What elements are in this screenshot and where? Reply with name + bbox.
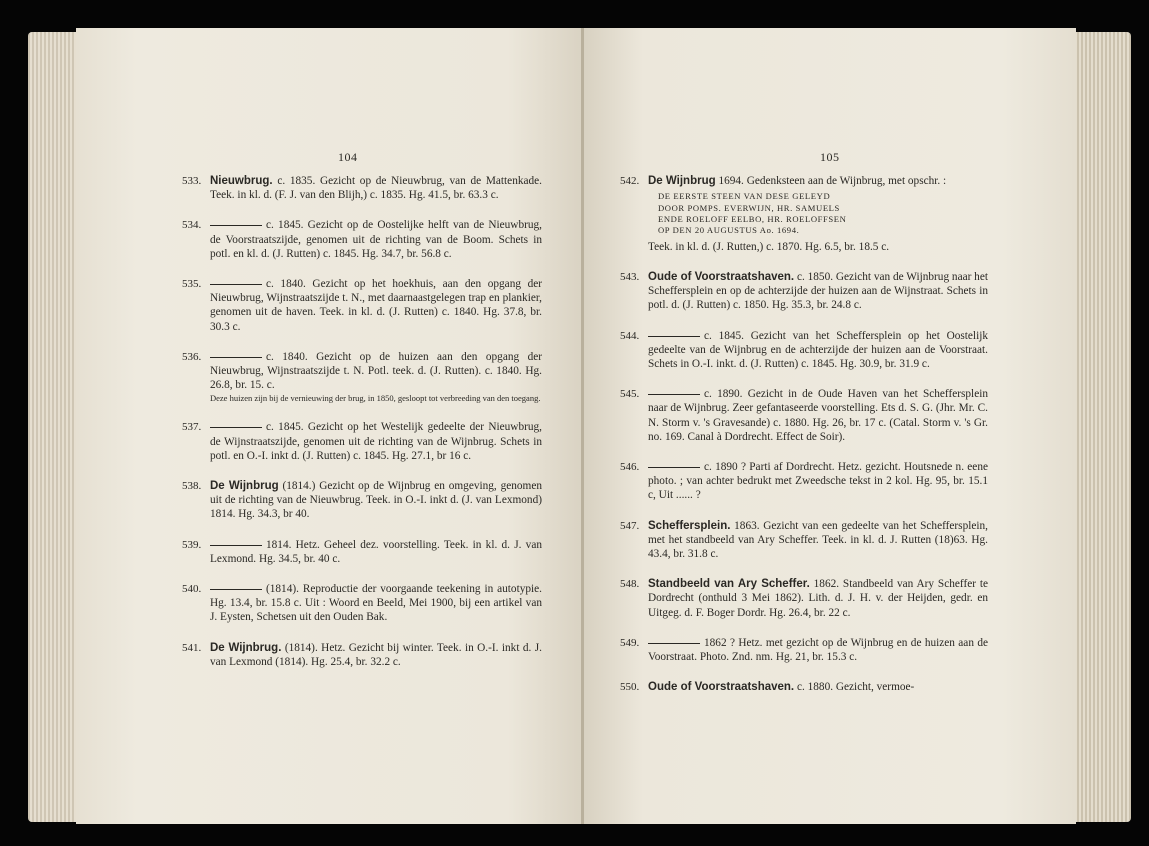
catalog-entry (620, 174, 988, 254)
catalog-entry (620, 460, 988, 503)
entry-number: 543. (620, 271, 640, 284)
catalog-entry (182, 479, 542, 522)
entry-text: (1814). Hetz. Gezicht bij winter. Teek. in O.-I. inkt d. J. van Lexmond (1814). Hg. 25.4, br. 32.2 c. (210, 641, 542, 668)
ditto-dash (210, 589, 262, 590)
entry-heading: Oude of Voorstraatshaven. (648, 681, 795, 694)
entry-text: c. 1845. Gezicht van het Scheffersplein op het Oostelijk gedeelte van de Wijnbrug en de achterzijde der huizen aan de Voorstraat. Schets in O.-I. inkt. d. (J. Rutten) c. 1845. Hg. 30.9, br. 31.9 c. (648, 329, 988, 371)
catalog-entry (182, 277, 542, 334)
entry-number: 535. (182, 278, 202, 291)
catalog-entry (182, 641, 542, 669)
catalog-entry (182, 350, 542, 405)
entry-text: c. 1840. Gezicht op de huizen aan den opgang der Nieuwbrug, Wijnstraatszijde t. N. Potl. teek. d. (J. Rutten). c. 1840. Hg. 26.8, br. 15. c. (210, 350, 542, 392)
entry-text: c. 1845. Gezicht op de Oostelijke helft van de Nieuwbrug, de Voorstraatszijde, genomen uit de richting van de Boom. Schets in potl. en kl. d. (J. Rutten) c. 1845. Hg. 34.7, br. 56.8 c. (210, 219, 542, 260)
page-number: 105 (820, 150, 840, 164)
inscription-line: OP DEN 20 AUGUSTUS Ao. 1694. (658, 225, 800, 236)
ditto-dash (210, 284, 262, 285)
entry-text: c. 1890 ? Parti af Dordrecht. Hetz. gezicht. Houtsnede n. eene photo. ; van achter bedrukt met Zweedsche tekst in 2 kol. Hg. 95, br. 15.1 c, Uit ...... ? (648, 461, 988, 502)
catalog-entry (182, 538, 542, 566)
entry-text-continued: Teek. in kl. d. (J. Rutten,) c. 1870. Hg. 6.5, br. 18.5 c. (648, 240, 890, 253)
entry-text: 1814. Hetz. Geheel dez. voorstelling. Teek. in kl. d. J. van Lexmond. Hg. 34.5, br. 40 c. (210, 538, 542, 565)
entry-number: 541. (182, 641, 202, 654)
entry-number: 542. (620, 175, 640, 187)
entry-number: 536. (182, 350, 202, 363)
page-number: 104 (338, 150, 358, 164)
ditto-dash (210, 427, 262, 428)
catalog-entry (182, 420, 542, 463)
left-page (76, 28, 584, 824)
entry-heading: Oude of Voorstraatshaven. (648, 271, 795, 284)
entry-note: Deze huizen zijn bij de vernieuwing der brug, in 1850, gesloopt tot verbreeding van den toegang. (210, 393, 541, 404)
entry-number: 547. (620, 519, 640, 532)
entry-text: (1814). Reproductie der voorgaande teekening in autotypie. Hg. 13.4, br. 15.8 c. Uit : Woord en Beeld, Mei 1900, bij een artikel van J. Eysten, Schetsen uit den Ouden Bak. (210, 583, 542, 624)
catalog-entry (620, 519, 988, 562)
entry-number: 534. (182, 219, 202, 232)
catalog-entry (620, 636, 988, 664)
entry-number: 540. (182, 583, 202, 596)
entry-heading: Standbeeld van Ary Scheffer. (648, 578, 810, 591)
catalog-entry (620, 329, 988, 372)
entry-text: 1694. Gedenksteen aan de Wijnbrug, met opschr. : (718, 175, 947, 187)
catalog-entry (620, 387, 988, 444)
entry-text: c. 1890. Gezicht in de Oude Haven van het Scheffersplein naar de Wijnbrug. Zeer gefantaseerde voorstelling. Ets d. S. G. (Jhr. Mr. C. N. Storm v. 's Gravesande) c. 1880. Hg. 26, br. 17 c. (Catal. Storm v. 's Gr. no. 169. Canal à Dordrecht. Effect de Soir). (648, 388, 988, 443)
entry-text: c. 1845. Gezicht op het Westelijk gedeelte der Nieuwbrug, de Wijnstraatszijde, genomen uit de richting van de Wijnbrug. Schets in potl. en O.-I. inkt d. (J. Rutten) c. 1845. Hg. 27.1, br 16 c. (210, 421, 542, 462)
ditto-dash (210, 225, 262, 226)
catalog-entry (182, 582, 542, 625)
entry-text: 1862. Standbeeld van Ary Scheffer te Dordrecht (onthuld 3 Mei 1862). Lith. d. J. H. v. der Heijden, gedr. en Uitgeg. d. F. Boger Dordr. Hg. 26.4, br. 22 c. (648, 578, 988, 619)
entry-heading: De Wijnbrug (210, 480, 279, 493)
entry-number: 546. (620, 461, 640, 474)
entry-number: 544. (620, 329, 640, 342)
entry-number: 539. (182, 538, 202, 551)
entry-heading: De Wijnbrug. (210, 641, 282, 654)
entry-number: 538. (182, 480, 202, 493)
ditto-dash (648, 336, 700, 337)
entry-number: 533. (182, 175, 202, 187)
catalog-entry (620, 270, 988, 313)
open-book (28, 18, 1131, 830)
entry-number: 549. (620, 636, 640, 649)
ditto-dash (210, 545, 262, 546)
inscription-line: DOOR POMPS. EVERWIJN, HR. SAMUELS (658, 202, 840, 213)
entry-text: (1814.) Gezicht op de Wijnbrug en omgeving, genomen uit de richting van de Nieuwbrug. Teek. in O.-I. inkt d. (J. van Lexmond) 1814. Hg. 34.3, br 40. (210, 480, 542, 521)
inscription-line: ENDE ROELOFF EELBO, HR. ROELOFFSEN (658, 214, 847, 225)
ditto-dash (648, 467, 700, 468)
ditto-dash (648, 394, 700, 395)
entry-number: 537. (182, 421, 202, 434)
inscription (658, 191, 988, 237)
entry-number: 548. (620, 578, 640, 591)
entry-number: 550. (620, 681, 640, 694)
entry-text: c. 1850. Gezicht van de Wijnbrug naar het Scheffersplein en op de achterzijde der huizen aan de Wijnstraat. Schets in potl. d. (J. Rutten) c. 1850. Hg. 35.3, br. 24.8 c. (648, 271, 988, 312)
entry-text: c. 1835. Gezicht op de Nieuwbrug, van de Mattenkade. Teek. in kl. d. (F. J. van den Blijh,) c. 1835. Hg. 41.5, br. 63.3 c. (210, 175, 542, 202)
entry-heading: Scheffersplein. (648, 519, 731, 532)
ditto-dash (648, 643, 700, 644)
catalog-column-right (620, 174, 988, 711)
inscription-line: DE EERSTE STEEN VAN DESE GELEYD (658, 191, 831, 202)
entry-heading: De Wijnbrug (648, 175, 716, 187)
catalog-entry (620, 680, 988, 694)
right-page (584, 28, 1076, 824)
ditto-dash (210, 357, 262, 358)
entry-text: c. 1840. Gezicht op het hoekhuis, aan den opgang der Nieuwbrug, Wijnstraatszijde t. N., met daarnaastgelegen trap en plankier, genomen uit de haven. Teek. in kl. d. (J. Rutten) c. 1840. Hg. 37.8, br. 30.3 c. (210, 278, 542, 333)
catalog-entry (620, 577, 988, 620)
entry-text: 1863. Gezicht van een gedeelte van het Scheffersplein, met het standbeeld van Ary Scheffer. Teek. in kl. d. J. Rutten (18)63. Hg. 43.4, br. 31.8 c. (648, 519, 988, 561)
catalog-entry (182, 218, 542, 261)
entry-number: 545. (620, 388, 640, 401)
catalog-column-left (182, 174, 542, 685)
entry-text: c. 1880. Gezicht, vermoe- (796, 681, 915, 694)
entry-text: 1862 ? Hetz. met gezicht op de Wijnbrug en de huizen aan de Voorstraat. Photo. Znd. nm. Hg. 21, br. 15.3 c. (648, 636, 988, 664)
entry-heading: Nieuwbrug. (210, 175, 273, 187)
catalog-entry (182, 174, 542, 202)
